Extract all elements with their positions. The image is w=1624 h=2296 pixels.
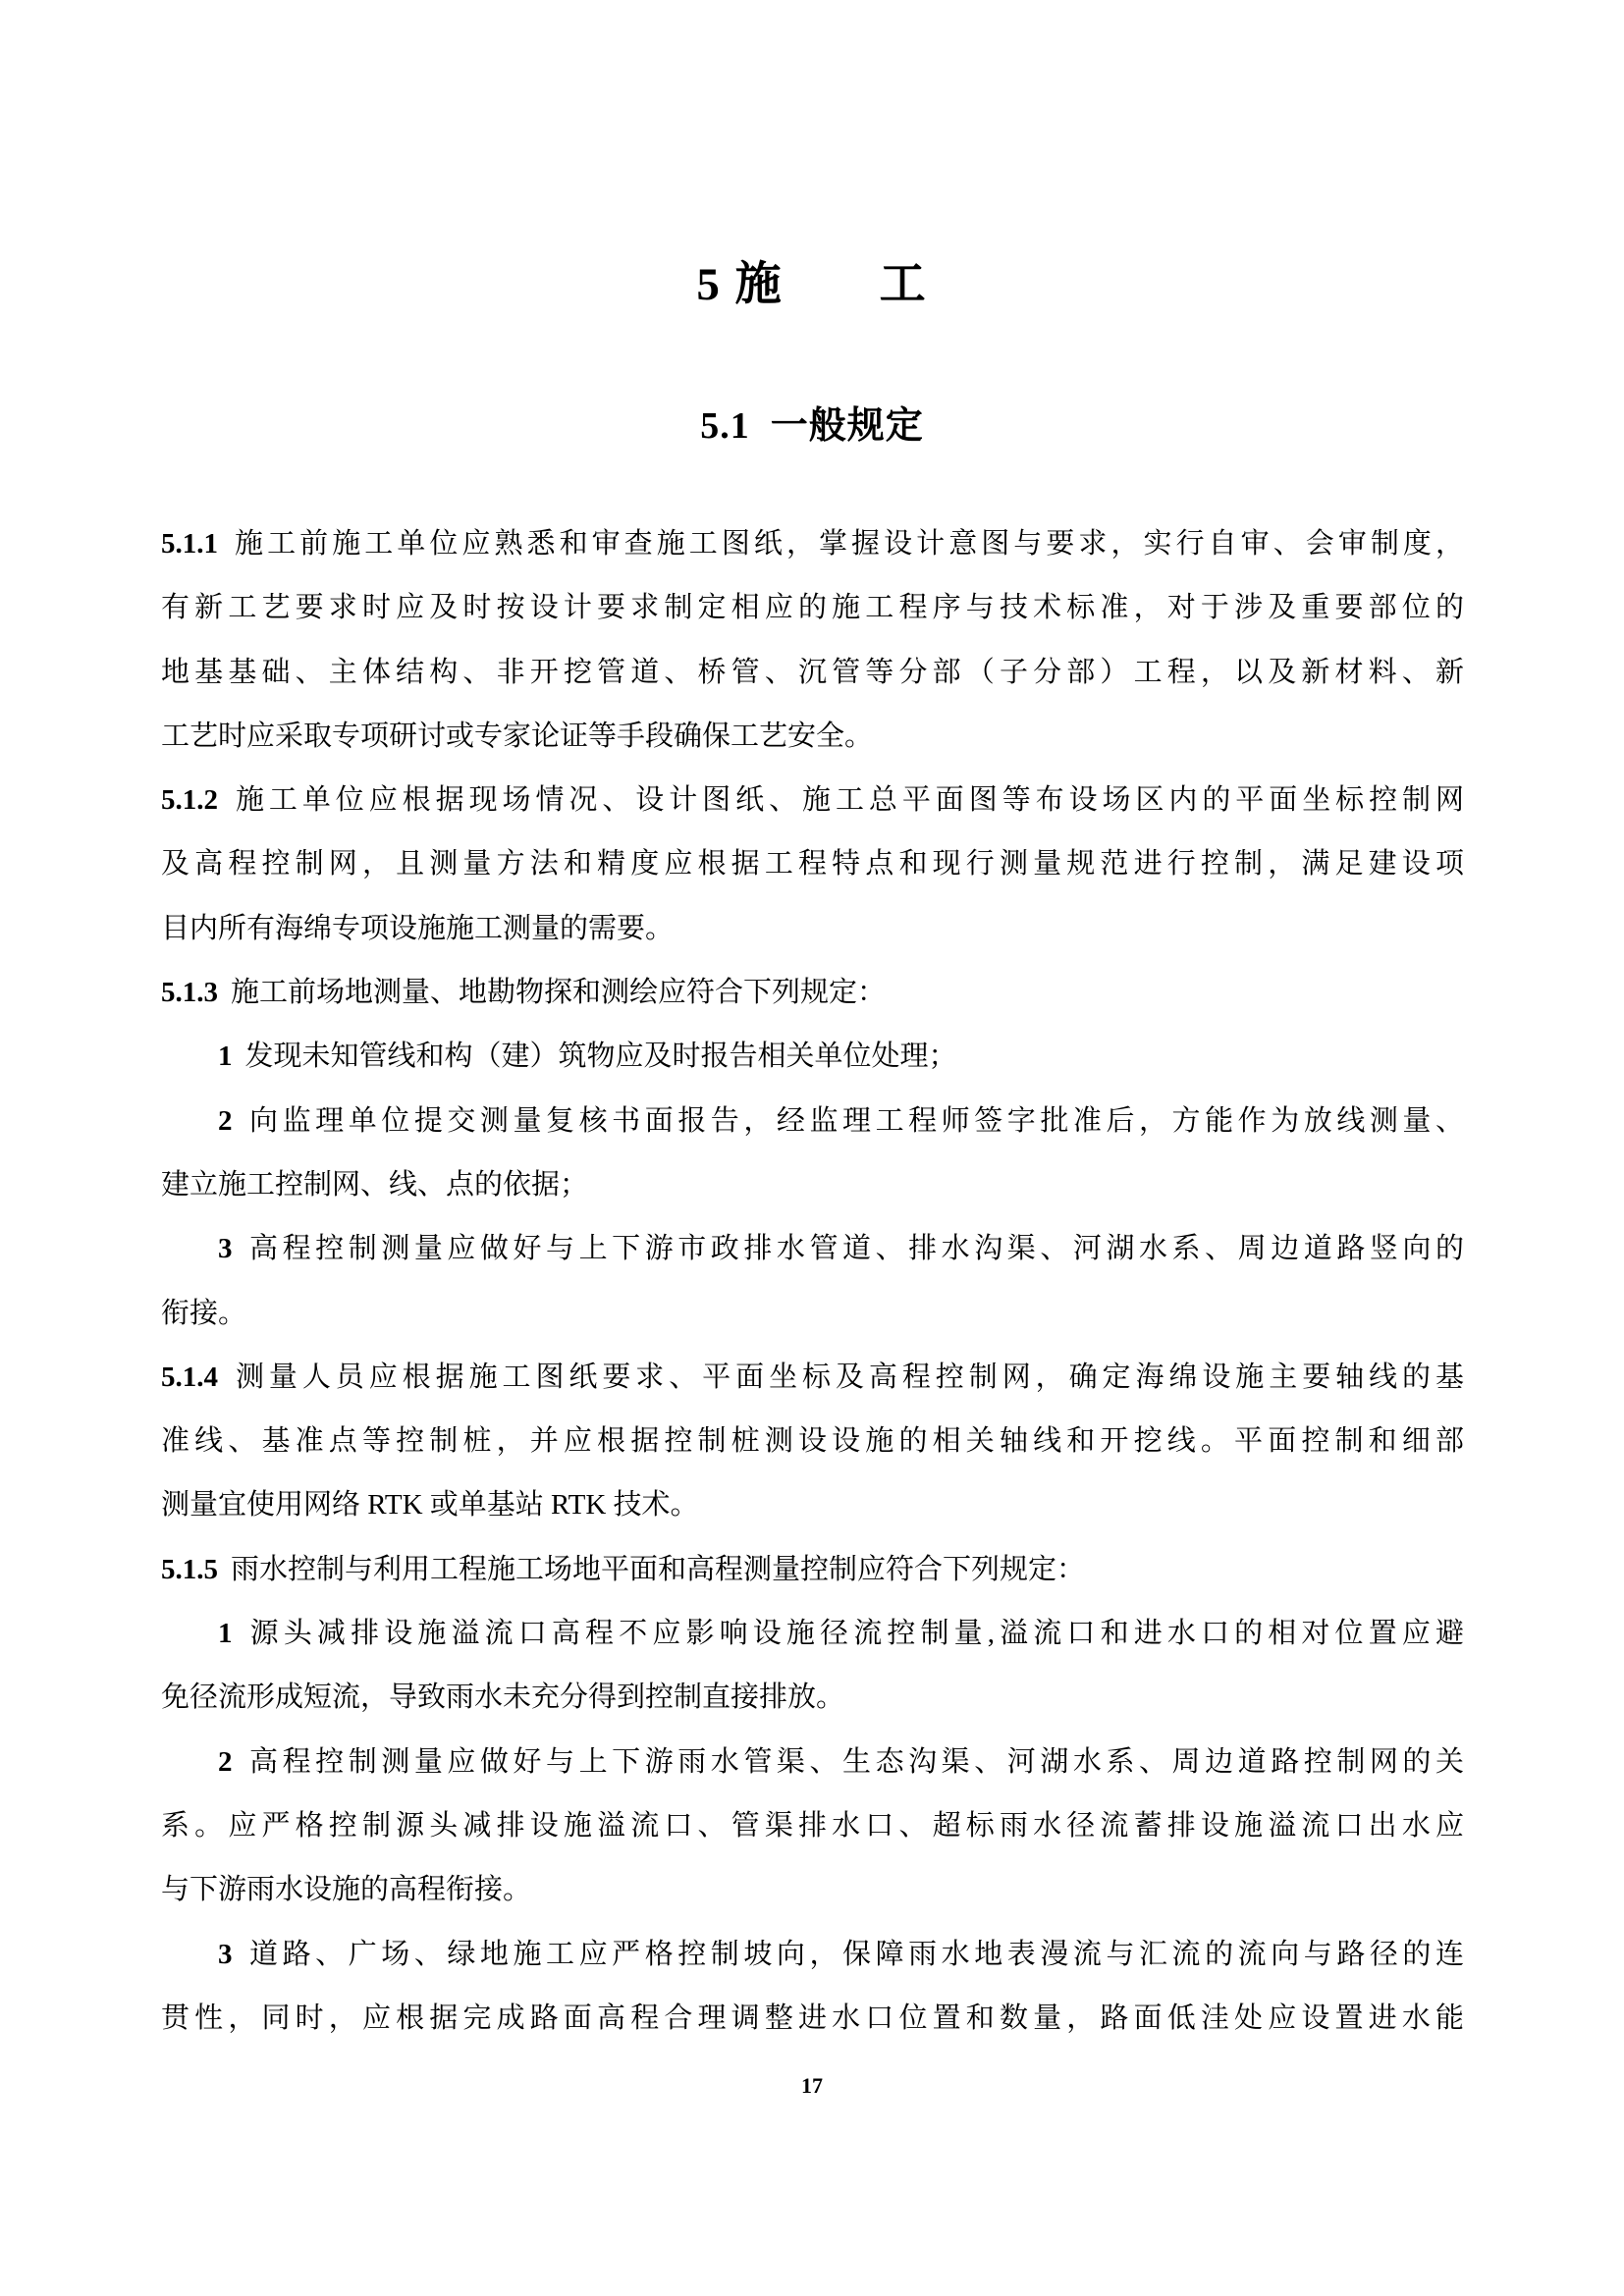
- text-line: [161, 1602, 1464, 1666]
- line-text: 向监理单位提交测量复核书面报告，经监理工程师签字批准后，方能作为放线测量、: [244, 1104, 1464, 1137]
- line-text: 目内所有海绵专项设施施工测量的需要。: [161, 912, 675, 944]
- text-line: [161, 512, 1464, 576]
- line-text: 雨水控制与利用工程施工场地平面和高程测量控制应符合下列规定：: [231, 1553, 1086, 1585]
- line-text: 衔接。: [161, 1297, 247, 1329]
- clause-number: 5.1.2: [161, 784, 218, 817]
- clause-number: 5.1.4: [161, 1361, 218, 1393]
- clause-number: 5.1.1: [161, 528, 218, 560]
- section-title: 5.1 一般规定: [700, 405, 924, 447]
- text-line: [161, 1153, 1464, 1217]
- line-text: 建立施工控制网、线、点的依据；: [161, 1168, 589, 1201]
- clause-number: 1: [218, 1041, 233, 1073]
- text-line: [161, 641, 1464, 705]
- line-text: 施工前场地测量、地勘物探和测绘应符合下列规定：: [231, 977, 887, 1009]
- text-line: [161, 897, 1464, 961]
- text-line: [161, 1282, 1464, 1346]
- clause-number: 3: [218, 1233, 233, 1265]
- text-line: [161, 1090, 1464, 1153]
- text-line: [161, 1473, 1464, 1537]
- text-line: [161, 705, 1464, 769]
- line-text: 及高程控制网，且测量方法和精度应根据工程特点和现行测量规范进行控制，满足建设项: [161, 848, 1464, 881]
- chapter-title: 5 施 工: [696, 259, 928, 310]
- text-line: [161, 769, 1464, 832]
- text-line: [161, 832, 1464, 896]
- line-text: 高程控制测量应做好与上下游市政排水管道、排水沟渠、河湖水系、周边道路竖向的: [244, 1233, 1464, 1265]
- text-line: [161, 1666, 1464, 1730]
- line-text: 道路、广场、绿地施工应严格控制坡向，保障雨水地表漫流与汇流的流向与路径的连: [244, 1938, 1464, 1970]
- text-line: [161, 1025, 1464, 1089]
- text-line: [161, 1794, 1464, 1858]
- clause-number: 5.1.5: [161, 1553, 218, 1585]
- line-text: 高程控制测量应做好与上下游雨水管渠、生态沟渠、河湖水系、周边道路控制网的关: [244, 1745, 1464, 1778]
- content-lines: [161, 512, 1464, 2051]
- line-text: 免径流形成短流，导致雨水未充分得到控制直接排放。: [161, 1682, 845, 1714]
- line-text: 贯性，同时，应根据完成路面高程合理调整进水口位置和数量，路面低洼处应设置进水能: [161, 2002, 1464, 2034]
- line-text: 工艺时应采取专项研讨或专家论证等手段确保工艺安全。: [161, 720, 874, 752]
- line-text: 发现未知管线和构（建）筑物应及时报告相关单位处理；: [244, 1041, 957, 1073]
- clause-number: 5.1.3: [161, 977, 218, 1009]
- line-text: 与下游雨水设施的高程衔接。: [161, 1874, 532, 1906]
- clause-number: 3: [218, 1938, 233, 1970]
- text-line: [161, 1987, 1464, 2051]
- text-line: [161, 1923, 1464, 1987]
- line-text: 测量人员应根据施工图纸要求、平面坐标及高程控制网，确定海绵设施主要轴线的基: [231, 1361, 1464, 1393]
- page-number: 17: [801, 2073, 823, 2098]
- line-text: 测量宜使用网络 RTK 或单基站 RTK 技术。: [161, 1489, 699, 1522]
- text-line: [161, 961, 1464, 1025]
- text-line: [161, 576, 1464, 640]
- line-text: 准线、基准点等控制桩，并应根据控制桩测设设施的相关轴线和开挖线。平面控制和细部: [161, 1425, 1464, 1458]
- clause-number: 1: [218, 1618, 233, 1650]
- line-text: 有新工艺要求时应及时按设计要求制定相应的施工程序与技术标准，对于涉及重要部位的: [161, 592, 1464, 624]
- text-line: [161, 1731, 1464, 1794]
- line-text: 地基基础、主体结构、非开挖管道、桥管、沉管等分部（子分部）工程，以及新材料、新: [161, 656, 1464, 688]
- text-line: [161, 1346, 1464, 1410]
- line-text: 源头减排设施溢流口高程不应影响设施径流控制量,溢流口和进水口的相对位置应避: [244, 1618, 1464, 1650]
- text-line: [161, 1538, 1464, 1602]
- text-line: [161, 1217, 1464, 1281]
- line-text: 系。应严格控制源头减排设施溢流口、管渠排水口、超标雨水径流蓄排设施溢流口出水应: [161, 1809, 1464, 1842]
- text-line: [161, 1858, 1464, 1922]
- text-line: [161, 1410, 1464, 1473]
- clause-number: 2: [218, 1745, 233, 1778]
- clause-number: 2: [218, 1104, 233, 1137]
- line-text: 施工前施工单位应熟悉和审查施工图纸，掌握设计意图与要求，实行自审、会审制度，: [231, 528, 1464, 560]
- line-text: 施工单位应根据现场情况、设计图纸、施工总平面图等布设场区内的平面坐标控制网: [231, 784, 1464, 817]
